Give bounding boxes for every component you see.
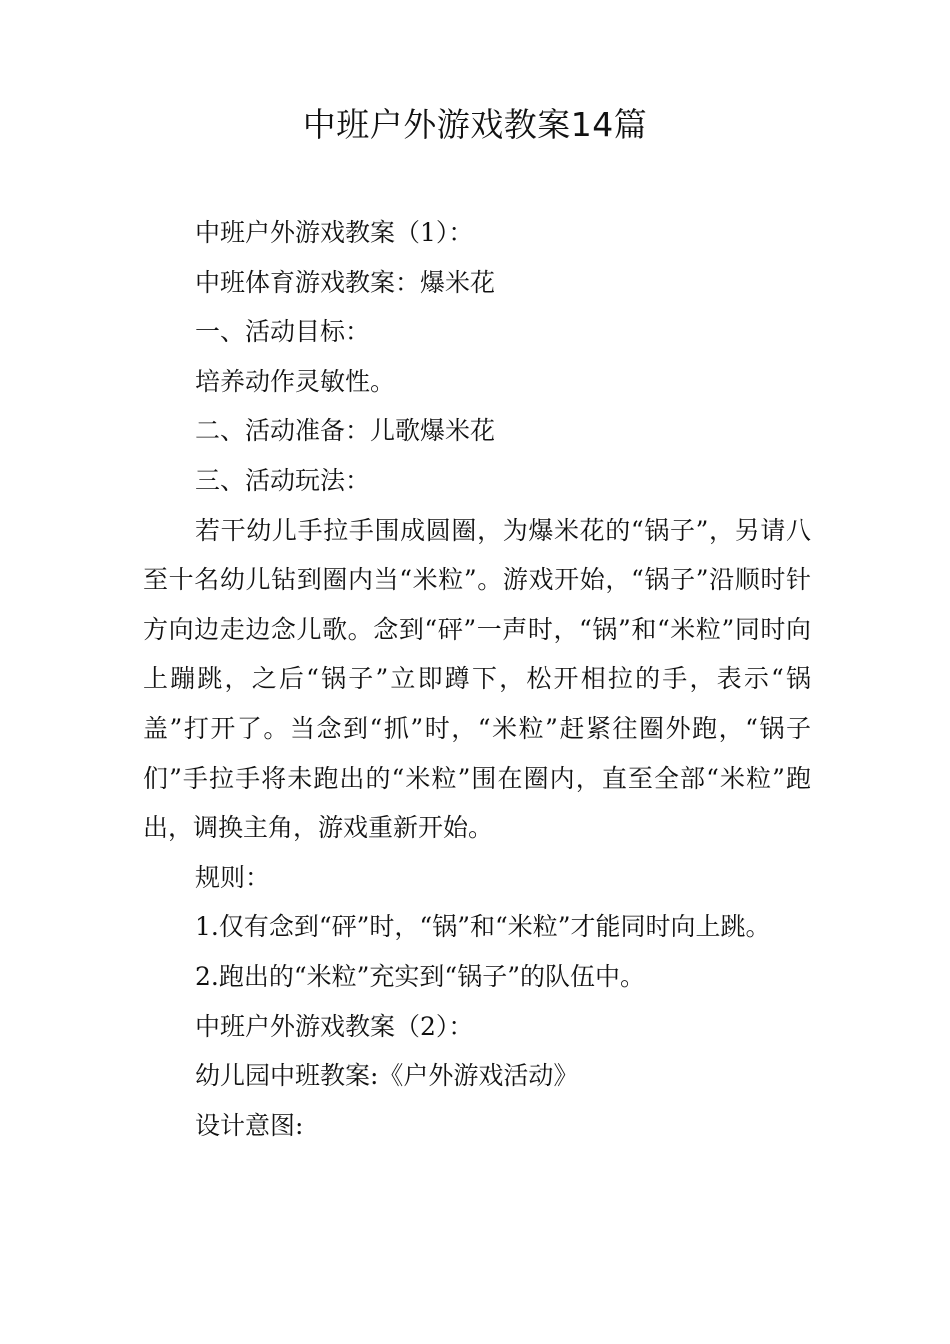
paragraph-section-preparation: 二、活动准备：儿歌爆米花 — [195, 416, 496, 446]
paragraph-section-gameplay: 三、活动玩法： — [195, 465, 371, 495]
paragraph-lesson-1-name: 中班体育游戏教案：爆米花 — [195, 267, 496, 297]
paragraph-lesson-2-name: 幼儿园中班教案:《户外游戏活动》 — [195, 1061, 579, 1091]
paragraph-rule-2: 2.跑出的“米粒”充实到“锅子”的队伍中。 — [195, 961, 645, 991]
paragraph-goals-text: 培养动作灵敏性。 — [195, 366, 396, 396]
document-title: 中班户外游戏教案14篇 — [302, 105, 648, 144]
paragraph-rule-1: 1.仅有念到“砰”时，“锅”和“米粒”才能同时向上跳。 — [195, 912, 771, 942]
paragraph-gameplay-text: 若干幼儿手拉手围成圆圈，为爆米花的“锅子”，另请八至十名幼儿钻到圈内当“米粒”。游戏开始，“锅子”沿顺时针方向边走边念儿歌。念到“砰”一声时，“锅”和“米粒”同时向上蹦跳，之后“锅子”立即蹲下，松开相拉的手，表示“锅盖”打开了。当念到“抓”时，“米粒”赶紧往圈外跑，“锅子们”手拉手将未跑出的“米粒”围在圈内，直至全部“米粒”跑出，调换主角，游戏重新开始。 — [143, 515, 811, 843]
paragraph-rules-heading: 规则： — [195, 862, 271, 892]
paragraph-design-intent: 设计意图: — [195, 1110, 304, 1140]
paragraph-lesson-2-heading: 中班户外游戏教案（2）： — [195, 1011, 474, 1041]
paragraph-lesson-1-heading: 中班户外游戏教案（1）： — [195, 218, 474, 247]
document-body — [143, 208, 811, 1150]
paragraph-section-goals: 一、活动目标： — [195, 317, 371, 347]
